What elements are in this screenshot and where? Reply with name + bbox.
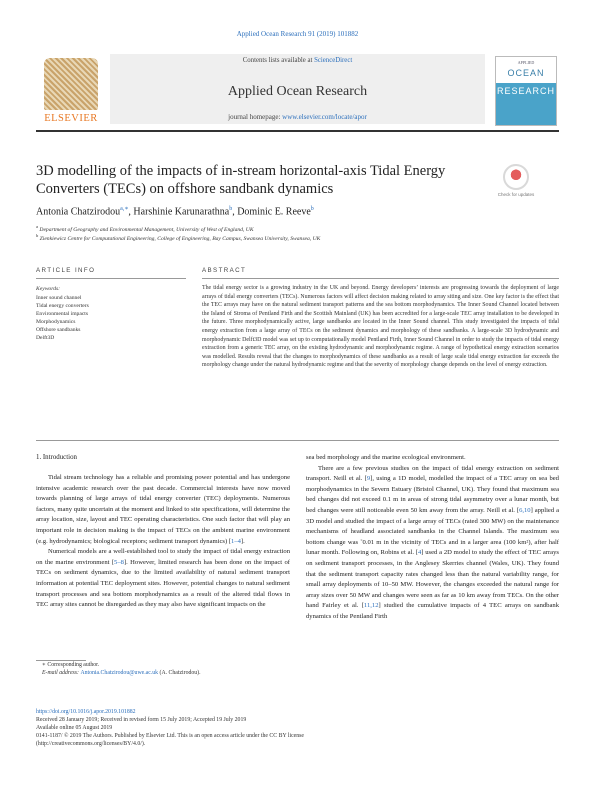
paragraph [306, 464, 559, 623]
sciencedirect-link[interactable]: ScienceDirect [314, 57, 353, 64]
paragraph-text: Numerical models are a well-established tool to study the impact of tidal energy extraction on the marine environment [ [36, 548, 290, 566]
abstract-text: The tidal energy sector is a growing industry in the UK and beyond. Energy developers’ interests are progressing towards the deployment of large arrays of tidal energy converters (TECs). Numerous factors will affect decision making related to array siting and size. One key factor is the effect that the TEC arrays may have on the natural sediment transport patterns and the sea bottom morphodynamics. The Inner Sound Channel located between the Island of Stroma of Pentland Firth and the Scottish Mainland (UK) has been accredited for a large-scale TEC array installation to be developed in the future. Three morphodynamically active, large sandbanks are located in the Inner Sound channel. This study investigated the impacts of tidal energy extraction from a large array of TECs on the sediment dynamics and morphology of these sandbanks. A large-scale 3D hydrodynamic and morphodynamic Delft3D model was set up to computationally model Pentland Firth, Inner Sound Channel in order to study the impacts of tidal energy extraction from a generic TEC array, on the existing hydrodynamic and morphodynamic regime. A range of hypothetical energy extraction scenarios was modelled. Results reveal that the changes to morphodynamics of these sandbanks as a result of large scale tidal energy extraction far exceeds the morphology change under the natural hydrodynamic regime and that the severity of morphology change depends on the level of energy extraction. [202, 285, 559, 369]
keyword: Environmental impacts [36, 311, 89, 318]
article-title: 3D modelling of the impacts of in-stream horizontal-axis Tidal Energy Converters (TECs) on offshore sandbank dynamics [36, 163, 446, 197]
publisher-logo-text: ELSEVIER [44, 113, 98, 124]
body-column-left [36, 473, 290, 611]
paragraph-text: Tidal stream technology has a reliable and promising power potential and has undergone intensive academic research over the past decade. Commercial interests have now moved towards planning of large arrays of tidal energy converter (TEC) deployments. Numerous factors, many quite uncertain at the moment and linked to site specifications, will determine the array location, size, layout and TEC operating characteristics. One such factor that will play an important role in decision making is the impact of TECs on the ambient marine environment (e.g. hydrodynamics; biological receptors; sediment transport dynamics) [ [36, 474, 290, 545]
affiliation-text: Department of Geography and Environmental Management, University of West of England, UK [39, 226, 254, 233]
author-affil-sup[interactable]: b [229, 206, 233, 212]
crossmark-icon[interactable] [503, 164, 529, 190]
keywords-list [36, 294, 186, 343]
keywords-label: Keywords: [36, 286, 61, 292]
email-suffix: (A. Chatzirodou). [158, 670, 201, 676]
paragraph-text: ] studied the cumulative impacts of 4 TEC arrays on sandbank dynamics of the Pentland Firth [306, 602, 559, 620]
citation-link[interactable]: 1–4 [231, 537, 241, 545]
paragraph-text: ]. However, limited research has been done on the impact of TECs on sediment dynamics, due to the limited availability of natural sediment transport information at potential TEC deployment sites. However, potential changes to natural sediment transport processes and sea bottom morphodynamics as a result of the altered tidal flows in TEC array sites cannot be disregarded as they may also have significant impacts on the [36, 558, 290, 609]
contents-line [110, 57, 485, 64]
affiliation [36, 224, 536, 233]
available-online: Available online 05 August 2019 [36, 725, 113, 731]
journal-citation[interactable]: Applied Ocean Research 91 (2019) 101882 [236, 30, 359, 38]
doi-link[interactable]: https://doi.org/10.1016/j.apor.2019.101882 [36, 709, 136, 715]
keyword: Offshore sandbanks [36, 327, 81, 334]
body-column-right [306, 453, 559, 623]
journal-title: Applied Ocean Research [227, 84, 368, 99]
paragraph [36, 547, 290, 611]
email-link[interactable]: Antonia.Chatzirodou@uwe.ac.uk [80, 670, 159, 676]
article-footer [36, 708, 559, 748]
homepage-link[interactable]: www.elsevier.com/locate/apor [282, 113, 367, 121]
citation-link[interactable]: 6,10 [519, 506, 531, 514]
affiliation-text: Zienkiewicz Centre for Computational Engineering, College of Engineering, Bay Campus, Swansea University, Swansea, UK [39, 235, 321, 242]
cover-research-text: RESEARCH [497, 86, 556, 96]
paragraph [36, 473, 290, 547]
cover-small-text: APPLIED [517, 60, 535, 65]
author-list: Antonia Chatzirodou$^{a,∗}$, Harshinie Karunarathna$^b$, Dominic E. Reeve$^b$ [36, 206, 314, 218]
email-label: E-mail address: [42, 670, 81, 676]
footnote-divider [36, 660, 86, 661]
crossmark-label: Check for updates [497, 192, 535, 197]
keyword: Tidal energy converters [36, 303, 89, 310]
body-divider [36, 440, 559, 441]
article-info-heading: ARTICLE INFO [36, 267, 96, 274]
author-name[interactable]: Dominic E. Reeve [237, 206, 311, 218]
keyword: Delft3D [36, 335, 55, 342]
paragraph-text: ] used a 2D model to study the effect of TEC arrays on sediment transport processes, in the Anglesey Skerries channel (Wales, UK). They found that the sediment transport capacity rates changed less than the natural variability range, for small array deployments of 10–50 MW. However, the changes exceeded the natural range for array sizes over 50 MW and changes were seen as far as 10 km away from TECs. On the other hand Fairley et al. [ [306, 549, 559, 610]
paragraph-text: ]. [240, 537, 245, 545]
paragraph-text: There are a few previous studies on the impact of tidal energy extraction on sediment transport. Neill et al. [ [306, 464, 559, 483]
abstract-heading: ABSTRACT [202, 267, 247, 274]
corresponding-author-note: ∗ Corresponding author. [42, 662, 100, 668]
affiliation-sup: b [36, 233, 39, 238]
affiliation-sup: a [36, 224, 38, 229]
homepage-line [110, 113, 485, 121]
citation-link[interactable]: 9 [366, 475, 371, 483]
email-note [42, 670, 201, 676]
paragraph: sea bed morphology and the marine ecological environment. [306, 454, 466, 461]
paragraph-text: ], using a 1D model, modelled the impact of a TEC array on sea bed morphodynamics in the Severn Estuary (Bristol Channel, UK). They found that maximum sea bed changes did not exceed 0.1 m in areas of strong tidal asymmetry over a lunar month, but bed changes were still noticeable even 50 km away from the array. Neill et al. [ [306, 475, 559, 514]
elsevier-tree-icon [44, 58, 98, 110]
affiliation [36, 233, 536, 242]
info-divider [36, 278, 186, 279]
license-text: 0141-1187/ © 2019 The Authors. Published by Elsevier Ltd. This is an open access article under the CC BY license [36, 733, 304, 739]
paragraph-text: ] applied a 3D model and studied the impact of a large array of TECs (rated 300 MW) on the maintenance mechanisms of headland associated sandbanks in the Channel Islands. The maximum sea bottom change was ˜0.01 m in the vicinity of TECs and in a larger area (100 km²), after half lunar month. Following on, Robins et al. [ [306, 506, 559, 557]
license-url[interactable]: (http://creativecommons.org/licenses/BY/4.0/). [36, 741, 146, 747]
received-dates: Received 28 January 2019; Received in revised form 15 July 2019; Accepted 19 July 2019 [36, 717, 247, 723]
contents-prefix: Contents lists available at [242, 57, 315, 64]
abstract-divider [202, 278, 559, 279]
keyword: Morphodynamics [36, 319, 76, 326]
author-name[interactable]: Harshinie Karunarathna [133, 206, 230, 218]
section-heading-introduction: 1. Introduction [36, 454, 77, 461]
author-name[interactable]: Antonia Chatzirodou [36, 206, 121, 218]
keyword: Inner sound channel [36, 295, 82, 301]
citation-link[interactable]: 5–8 [114, 558, 124, 566]
cover-ocean-text: OCEAN [507, 68, 545, 78]
homepage-prefix: journal homepage: [228, 113, 283, 121]
author-affil-sup[interactable]: a,∗ [120, 206, 129, 212]
author-affil-sup[interactable]: b [310, 206, 314, 212]
citation-link[interactable]: 11,12 [363, 602, 379, 610]
citation-link[interactable]: 4 [417, 549, 422, 557]
